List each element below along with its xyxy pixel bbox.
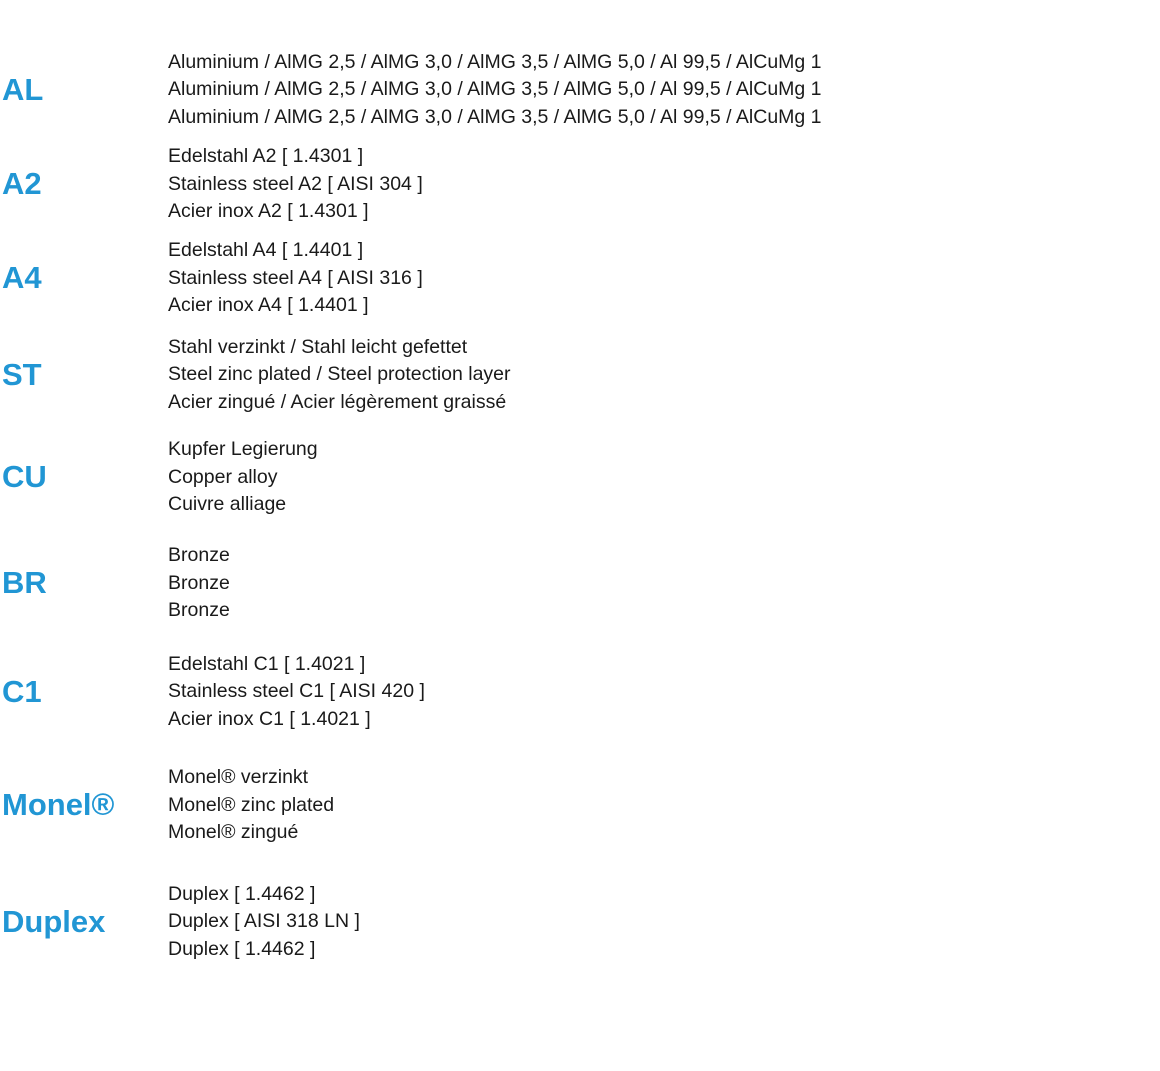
- material-code: ST: [2, 356, 42, 392]
- material-description-fr: Duplex [ 1.4462 ]: [168, 937, 316, 960]
- material-descriptions: [168, 49, 1160, 132]
- material-description-en: Duplex [ AISI 318 LN ]: [168, 910, 360, 933]
- material-descriptions: [168, 237, 1160, 320]
- material-description-de: Aluminium / AlMG 2,5 / AlMG 3,0 / AlMG 3,5 / AlMG 5,0 / Al 99,5 / AlCuMg 1: [168, 50, 822, 73]
- material-row: [0, 636, 1160, 748]
- material-description-fr: Acier inox A2 [ 1.4301 ]: [168, 200, 369, 223]
- material-description-en: Stainless steel C1 [ AISI 420 ]: [168, 680, 425, 703]
- material-description-de: Stahl verzinkt / Stahl leicht gefettet: [168, 335, 468, 358]
- material-code: A4: [2, 260, 42, 296]
- material-description-en: Steel zinc plated / Steel protection layer: [168, 363, 511, 386]
- material-descriptions: [168, 143, 1160, 226]
- material-description-de: Monel® verzinkt: [168, 766, 309, 789]
- material-description-de: Bronze: [168, 544, 230, 567]
- material-description-de: Duplex [ 1.4462 ]: [168, 882, 316, 905]
- material-row: [0, 231, 1160, 326]
- material-description-en: Stainless steel A2 [ AISI 304 ]: [168, 172, 423, 195]
- material-row: [0, 326, 1160, 424]
- material-descriptions: [168, 334, 1160, 417]
- material-code: A2: [2, 166, 42, 202]
- material-code: Monel®: [2, 787, 115, 823]
- material-row: [0, 531, 1160, 636]
- material-code: Duplex: [2, 903, 106, 939]
- material-description-fr: Acier zingué / Acier légèrement graissé: [168, 390, 507, 413]
- material-row: [0, 138, 1160, 231]
- material-description-fr: Bronze: [168, 599, 230, 622]
- material-row: [0, 424, 1160, 531]
- material-description-fr: Monel® zingué: [168, 821, 299, 844]
- material-descriptions: [168, 764, 1160, 847]
- material-descriptions: [168, 436, 1160, 519]
- material-code: C1: [2, 673, 42, 709]
- material-description-en: Monel® zinc plated: [168, 793, 335, 816]
- material-description-fr: Acier inox C1 [ 1.4021 ]: [168, 707, 371, 730]
- material-descriptions: [168, 651, 1160, 734]
- material-description-fr: Cuivre alliage: [168, 493, 287, 516]
- material-description-en: Aluminium / AlMG 2,5 / AlMG 3,0 / AlMG 3,5 / AlMG 5,0 / Al 99,5 / AlCuMg 1: [168, 78, 822, 101]
- material-description-de: Edelstahl A2 [ 1.4301 ]: [168, 145, 364, 168]
- material-code: CU: [2, 459, 47, 495]
- material-description-en: Bronze: [168, 571, 230, 594]
- material-descriptions: [168, 542, 1160, 625]
- material-description-de: Edelstahl A4 [ 1.4401 ]: [168, 239, 364, 262]
- material-description-en: Stainless steel A4 [ AISI 316 ]: [168, 266, 423, 289]
- material-description-fr: Aluminium / AlMG 2,5 / AlMG 3,0 / AlMG 3,5 / AlMG 5,0 / Al 99,5 / AlCuMg 1: [168, 105, 822, 128]
- material-description-fr: Acier inox A4 [ 1.4401 ]: [168, 294, 369, 317]
- material-code: BR: [2, 565, 47, 601]
- material-code: AL: [2, 71, 44, 107]
- material-description-de: Edelstahl C1 [ 1.4021 ]: [168, 652, 366, 675]
- material-description-en: Copper alloy: [168, 465, 278, 488]
- material-row: [0, 863, 1160, 981]
- material-descriptions: [168, 881, 1160, 964]
- material-row: [0, 42, 1160, 138]
- material-row: [0, 748, 1160, 863]
- material-description-de: Kupfer Legierung: [168, 438, 318, 461]
